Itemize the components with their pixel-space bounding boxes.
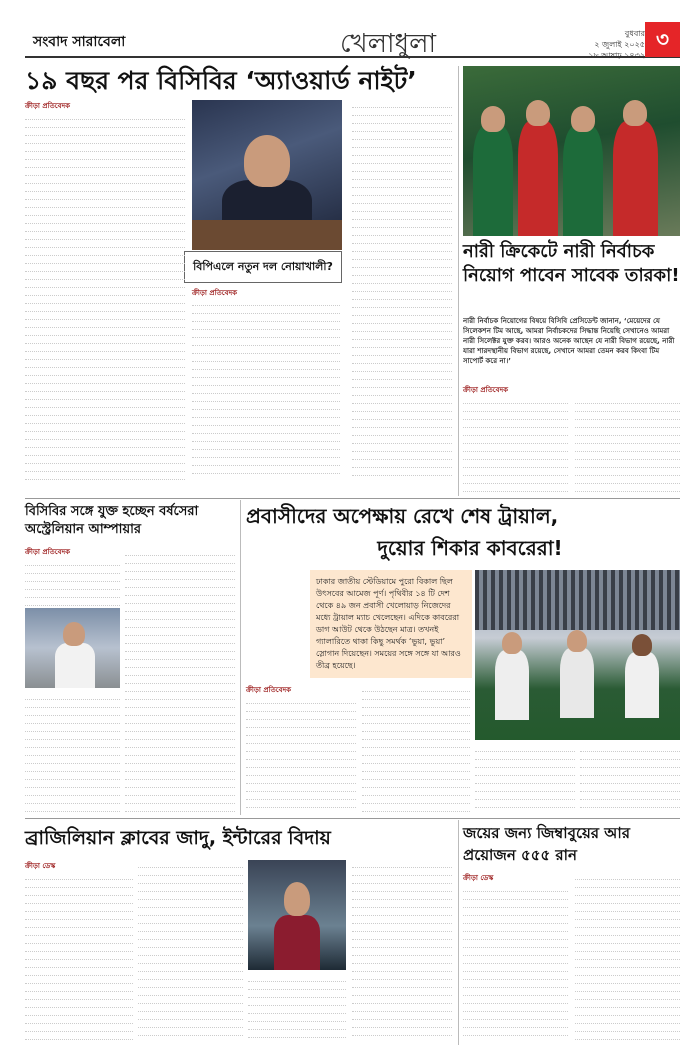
lead-byline: ক্রীড়া প্রতিবেদক bbox=[25, 102, 71, 110]
caption-byline: ক্রীড়া প্রতিবেদক bbox=[192, 289, 238, 297]
trial-text-col-3 bbox=[475, 744, 575, 812]
date-weekday: বুধবার bbox=[624, 29, 645, 38]
trial-callout: ঢাকার জাতীয় স্টেডিয়ামে পুরো বিকাল ছিল উৎসবের আমেজ পূর্ণ। পৃথিবীর ১৪ টি দেশ থেকে ৪৯ জন প্রবাসী খেলোয়াড় নিজেদের মধ্যে ট্রায়াল ম্যাচ খেলেছেন। এদিকে কাবরেরা ডাগ আউট থেকে উঠছেন মাত্র। তখনই গ্যালারিতে থাকা কিছু সমর্থক ‘ভুয়া, ভুয়া’ স্লোগান দিয়েছেন। সময়ের সঙ্গে সঙ্গে যা আরও তীব্র হয়েছে। bbox=[310, 570, 472, 678]
umpire-photo bbox=[25, 608, 120, 688]
masthead bbox=[25, 20, 680, 58]
date-gregorian: ২ জুলাই ২০২৫ bbox=[594, 40, 645, 49]
lead-text-col-3 bbox=[352, 100, 452, 480]
paper-title: সংবাদ সারাবেলা bbox=[33, 34, 126, 50]
women-selector-byline: ক্রীড়া প্রতিবেদক bbox=[463, 386, 509, 394]
brazil-text-col-4 bbox=[352, 860, 452, 1042]
trial-text-col-2 bbox=[362, 684, 470, 812]
date-bengali: ১৮ আষাঢ় ১৪৩২ bbox=[588, 51, 645, 60]
date-block bbox=[585, 28, 645, 61]
trial-photo bbox=[475, 570, 680, 740]
zimbabwe-byline: ক্রীড়া ডেস্ক bbox=[463, 874, 494, 882]
women-selector-lead: নারী নির্বাচক নিয়োগের বিষয়ে বিসিবি প্রেসিডেন্ট জানান, ‘মেয়েদের যে সিলেকশন টিম আছে, আমরা নির্বাচকদের সিদ্ধান্ত নিয়েছি সেখানেও আমরা নারী সিলেক্টর যুক্ত করব। আরও অনেক আছেন যে নারী বিভাগ রয়েছে, নারী যারা শারদস্থানীয় বিভাগ রয়েছে, সেখানে আমরা তেমন করব কিংবা টিম সাপোর্ট করে না।’ bbox=[463, 317, 675, 365]
lead-photo bbox=[192, 100, 342, 250]
trial-text-col-1 bbox=[246, 696, 356, 812]
brazil-photo bbox=[248, 860, 346, 970]
zimbabwe-text-col-1 bbox=[463, 884, 568, 1042]
lead-headline: ১৯ বছর পর বিসিবির ‘অ্যাওয়ার্ড নাইট’ bbox=[25, 66, 417, 95]
umpire-headline: বিসিবির সঙ্গে যুক্ত হচ্ছেন বর্ষসেরা অস্ট্রেলিয়ান আম্পায়ার bbox=[25, 504, 199, 537]
brazil-text-col-1 bbox=[25, 872, 133, 1042]
photo-caption: বিপিএলে নতুন দল নোয়াখালী? bbox=[184, 251, 342, 283]
section-title: খেলাধুলা bbox=[340, 29, 437, 59]
trial-byline: ক্রীড়া প্রতিবেদক bbox=[246, 686, 292, 694]
brazil-text-col-2 bbox=[138, 860, 243, 1042]
women-text-col-1 bbox=[463, 396, 568, 496]
umpire-text-col-2 bbox=[125, 548, 235, 812]
trial-text-col-4 bbox=[580, 744, 680, 812]
trial-headline-line-1: প্রবাসীদের অপেক্ষায় রেখে শেষ ট্রায়াল, bbox=[246, 504, 559, 528]
women-text-col-2 bbox=[575, 396, 680, 496]
lead-text-col-1 bbox=[25, 112, 185, 480]
women-selector-headline: নারী ক্রিকেটে নারী নির্বাচক নিয়োগ পাবেন সাবেক তারকা! bbox=[463, 241, 680, 286]
umpire-text-top bbox=[25, 558, 120, 606]
trial-headline-line-2: দুয়োর শিকার কাবরেরা! bbox=[377, 536, 563, 560]
umpire-byline: ক্রীড়া প্রতিবেদক bbox=[25, 548, 71, 556]
page-number: ৩ bbox=[645, 22, 680, 57]
brazil-byline: ক্রীড়া ডেস্ক bbox=[25, 862, 56, 870]
lead-text-col-2 bbox=[192, 298, 340, 480]
umpire-text-col-1 bbox=[25, 692, 120, 812]
brazil-headline: ব্রাজিলিয়ান ক্লাবের জাদু, ইন্টারের বিদায় bbox=[25, 827, 331, 849]
women-team-photo bbox=[463, 66, 680, 236]
zimbabwe-headline: জয়ের জন্য জিম্বাবুয়ের আর প্রয়োজন ৫৫৫ রান bbox=[463, 824, 631, 864]
brazil-text-col-3 bbox=[248, 974, 346, 1042]
zimbabwe-text-col-2 bbox=[575, 872, 680, 1042]
